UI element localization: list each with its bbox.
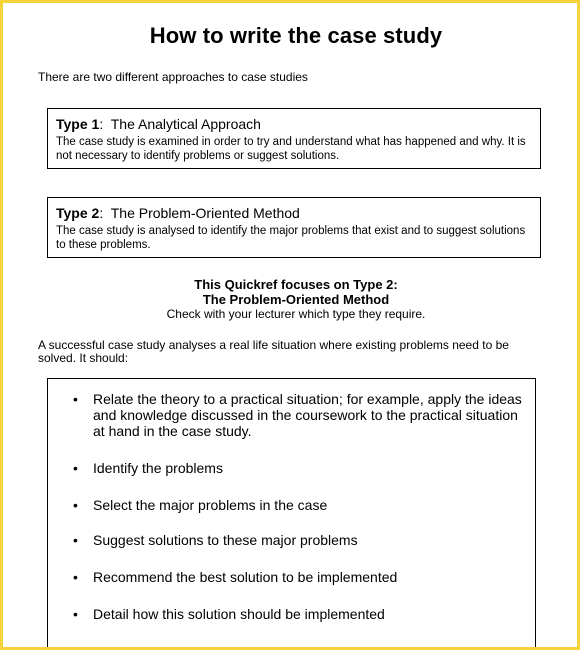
type-2-name: The Problem-Oriented Method [110, 205, 300, 221]
lead-paragraph: A successful case study analyses a real life situation where existing problems need to be solved. It should: [38, 338, 509, 365]
focus-note: Check with your lecturer which type they require. [166, 307, 426, 321]
list-item: Recommend the best solution to be implemented [93, 569, 398, 585]
type-2-separator: : [99, 205, 111, 221]
steps-box [47, 378, 536, 647]
type-2-box [47, 197, 541, 258]
focus-callout [3, 277, 577, 321]
bullet-icon: • [73, 569, 78, 585]
type-1-separator: : [99, 116, 111, 132]
type-1-name: The Analytical Approach [110, 116, 261, 132]
bullet-icon: • [73, 391, 78, 407]
type-2-heading [56, 205, 300, 221]
focus-method: The Problem-Oriented Method [202, 292, 390, 307]
bullet-icon: • [73, 497, 78, 513]
type-1-heading [56, 116, 261, 132]
type-2-label: Type 2 [56, 205, 100, 221]
type-2-description: The case study is analysed to identify the major problems that exist and to suggest solutions to these problems. [56, 225, 526, 251]
list-item: Suggest solutions to these major problems [93, 532, 358, 548]
focus-heading: This Quickref focuses on Type 2: [194, 277, 398, 292]
list-item: Identify the problems [93, 460, 223, 476]
type-1-box [47, 108, 541, 169]
list-item: Select the major problems in the case [93, 497, 328, 513]
intro-text: There are two different approaches to case studies [38, 70, 308, 84]
page-title: How to write the case study [149, 23, 443, 48]
bullet-icon: • [73, 606, 78, 622]
list-item: Relate the theory to a practical situation; for example, apply the ideas and knowledge discussed in the coursework to the practical situation at hand in the case study. [93, 391, 522, 439]
bullet-icon: • [73, 460, 78, 476]
document-page [3, 3, 577, 647]
bullet-icon: • [73, 532, 78, 548]
type-1-description: The case study is examined in order to try and understand what has happened and why. It is not necessary to identify problems or suggest solutions. [56, 136, 526, 162]
list-item: Detail how this solution should be implemented [93, 606, 385, 622]
type-1-label: Type 1 [56, 116, 100, 132]
